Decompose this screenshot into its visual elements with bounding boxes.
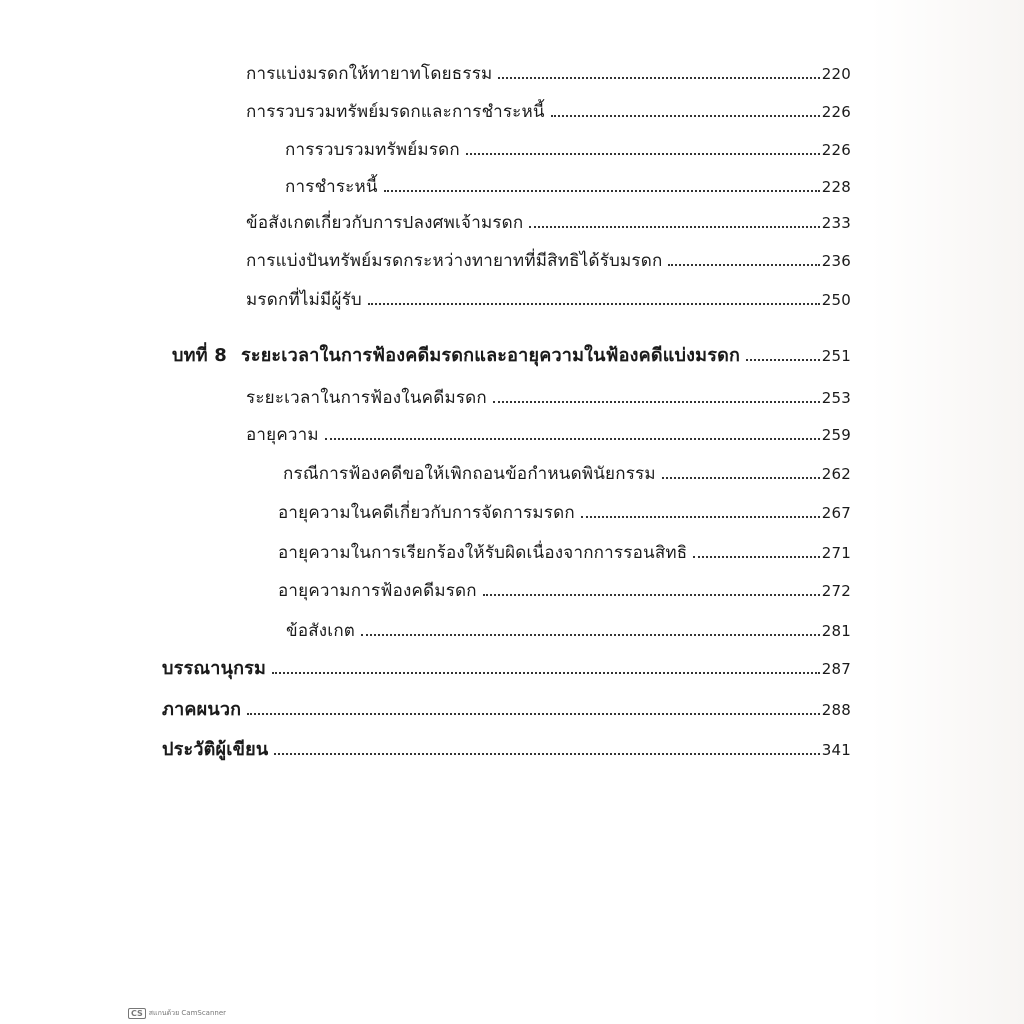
toc-entry: [278, 542, 851, 564]
leader-dots: [551, 115, 820, 117]
toc-page-number: 226: [821, 103, 851, 121]
toc-page-number: 341: [821, 741, 851, 759]
toc-entry-label: ข้อสังเกตเกี่ยวกับการปลงศพเจ้ามรดก: [246, 213, 524, 233]
scanner-watermark: [128, 1008, 226, 1019]
toc-entry-label: ภาคผนวก: [162, 699, 242, 720]
leader-dots: [746, 359, 820, 361]
toc-entry-label: ระยะเวลาในการฟ้องคดีมรดกและอายุความในฟ้องคดีแบ่งมรดก: [240, 345, 741, 366]
toc-entry-label: การรวบรวมทรัพย์มรดกและการชำระหนี้: [246, 102, 545, 122]
toc-entry: [246, 387, 851, 409]
leader-dots: [384, 190, 820, 192]
leader-dots: [325, 438, 820, 440]
toc-page-number: 253: [821, 389, 851, 407]
leader-dots: [272, 672, 820, 674]
toc-entry: [278, 502, 851, 524]
toc-entry-label: การรวบรวมทรัพย์มรดก: [285, 140, 460, 160]
leader-dots: [466, 153, 820, 155]
toc-entry-label: บรรณานุกรม: [162, 658, 267, 679]
toc-entry-label: การแบ่งปันทรัพย์มรดกระหว่างทายาทที่มีสิทธิได้รับมรดก: [246, 251, 663, 271]
leader-dots: [693, 556, 819, 558]
toc-entry: [283, 463, 851, 485]
toc-entry-label: อายุความในการเรียกร้องให้รับผิดเนื่องจากการรอนสิทธิ: [278, 543, 688, 563]
leader-dots: [483, 594, 820, 596]
toc-page-number: 250: [821, 291, 851, 309]
toc-chapter-entry: [172, 345, 851, 367]
leader-dots: [581, 516, 820, 518]
toc-entry: [246, 63, 851, 85]
toc-page-number: 272: [821, 582, 851, 600]
leader-dots: [274, 753, 819, 755]
toc-entry: [246, 289, 851, 311]
toc-entry-label: กรณีการฟ้องคดีขอให้เพิกถอนข้อกำหนดพินัยกรรม: [283, 464, 656, 484]
toc-entry-label: อายุความ: [246, 425, 319, 445]
toc-page-number: 233: [821, 214, 851, 232]
toc-page-number: 251: [821, 347, 851, 365]
leader-dots: [529, 226, 819, 228]
toc-entry-label: ประวัติผู้เขียน: [162, 739, 269, 760]
leader-dots: [668, 264, 819, 266]
toc-backmatter-entry: [162, 699, 851, 721]
toc-page-number: 281: [821, 622, 851, 640]
toc-backmatter-entry: [162, 739, 851, 761]
toc-entry-label: การชำระหนี้: [285, 177, 378, 197]
toc-page-number: 259: [821, 426, 851, 444]
toc-page-number: 236: [821, 252, 851, 270]
leader-dots: [368, 303, 820, 305]
toc-page-number: 267: [821, 504, 851, 522]
toc-entry: [246, 250, 851, 272]
toc-entry: [246, 424, 851, 446]
toc-backmatter-entry: [162, 658, 851, 680]
toc-entry: [246, 212, 851, 234]
toc-page-number: 226: [821, 141, 851, 159]
toc-entry-label: อายุความการฟ้องคดีมรดก: [278, 581, 477, 601]
chapter-number: บทที่ 8: [172, 345, 227, 366]
toc-page-number: 262: [821, 465, 851, 483]
leader-dots: [493, 401, 820, 403]
toc-page-number: 287: [821, 660, 851, 678]
toc-entry: [285, 139, 851, 161]
toc-entry: [246, 101, 851, 123]
toc-entry-label: มรดกที่ไม่มีผู้รับ: [246, 290, 362, 310]
leader-dots: [361, 634, 820, 636]
toc-page-number: 220: [821, 65, 851, 83]
toc-page-number: 271: [821, 544, 851, 562]
toc-entry-label: การแบ่งมรดกให้ทายาทโดยธรรม: [246, 64, 493, 84]
leader-dots: [662, 477, 820, 479]
toc-page-number: 228: [821, 178, 851, 196]
toc-entry: [286, 620, 851, 642]
toc-page-number: 288: [821, 701, 851, 719]
scanner-text: สแกนด้วย CamScanner: [148, 1009, 227, 1017]
toc-entry-label: ระยะเวลาในการฟ้องในคดีมรดก: [246, 388, 487, 408]
leader-dots: [247, 713, 819, 715]
toc-entry: [278, 580, 851, 602]
leader-dots: [498, 77, 819, 79]
camscanner-logo: CS: [128, 1008, 146, 1019]
toc-entry: [285, 176, 851, 198]
toc-entry-label: ข้อสังเกต: [286, 621, 356, 641]
toc-entry-label: อายุความในคดีเกี่ยวกับการจัดการมรดก: [278, 503, 575, 523]
